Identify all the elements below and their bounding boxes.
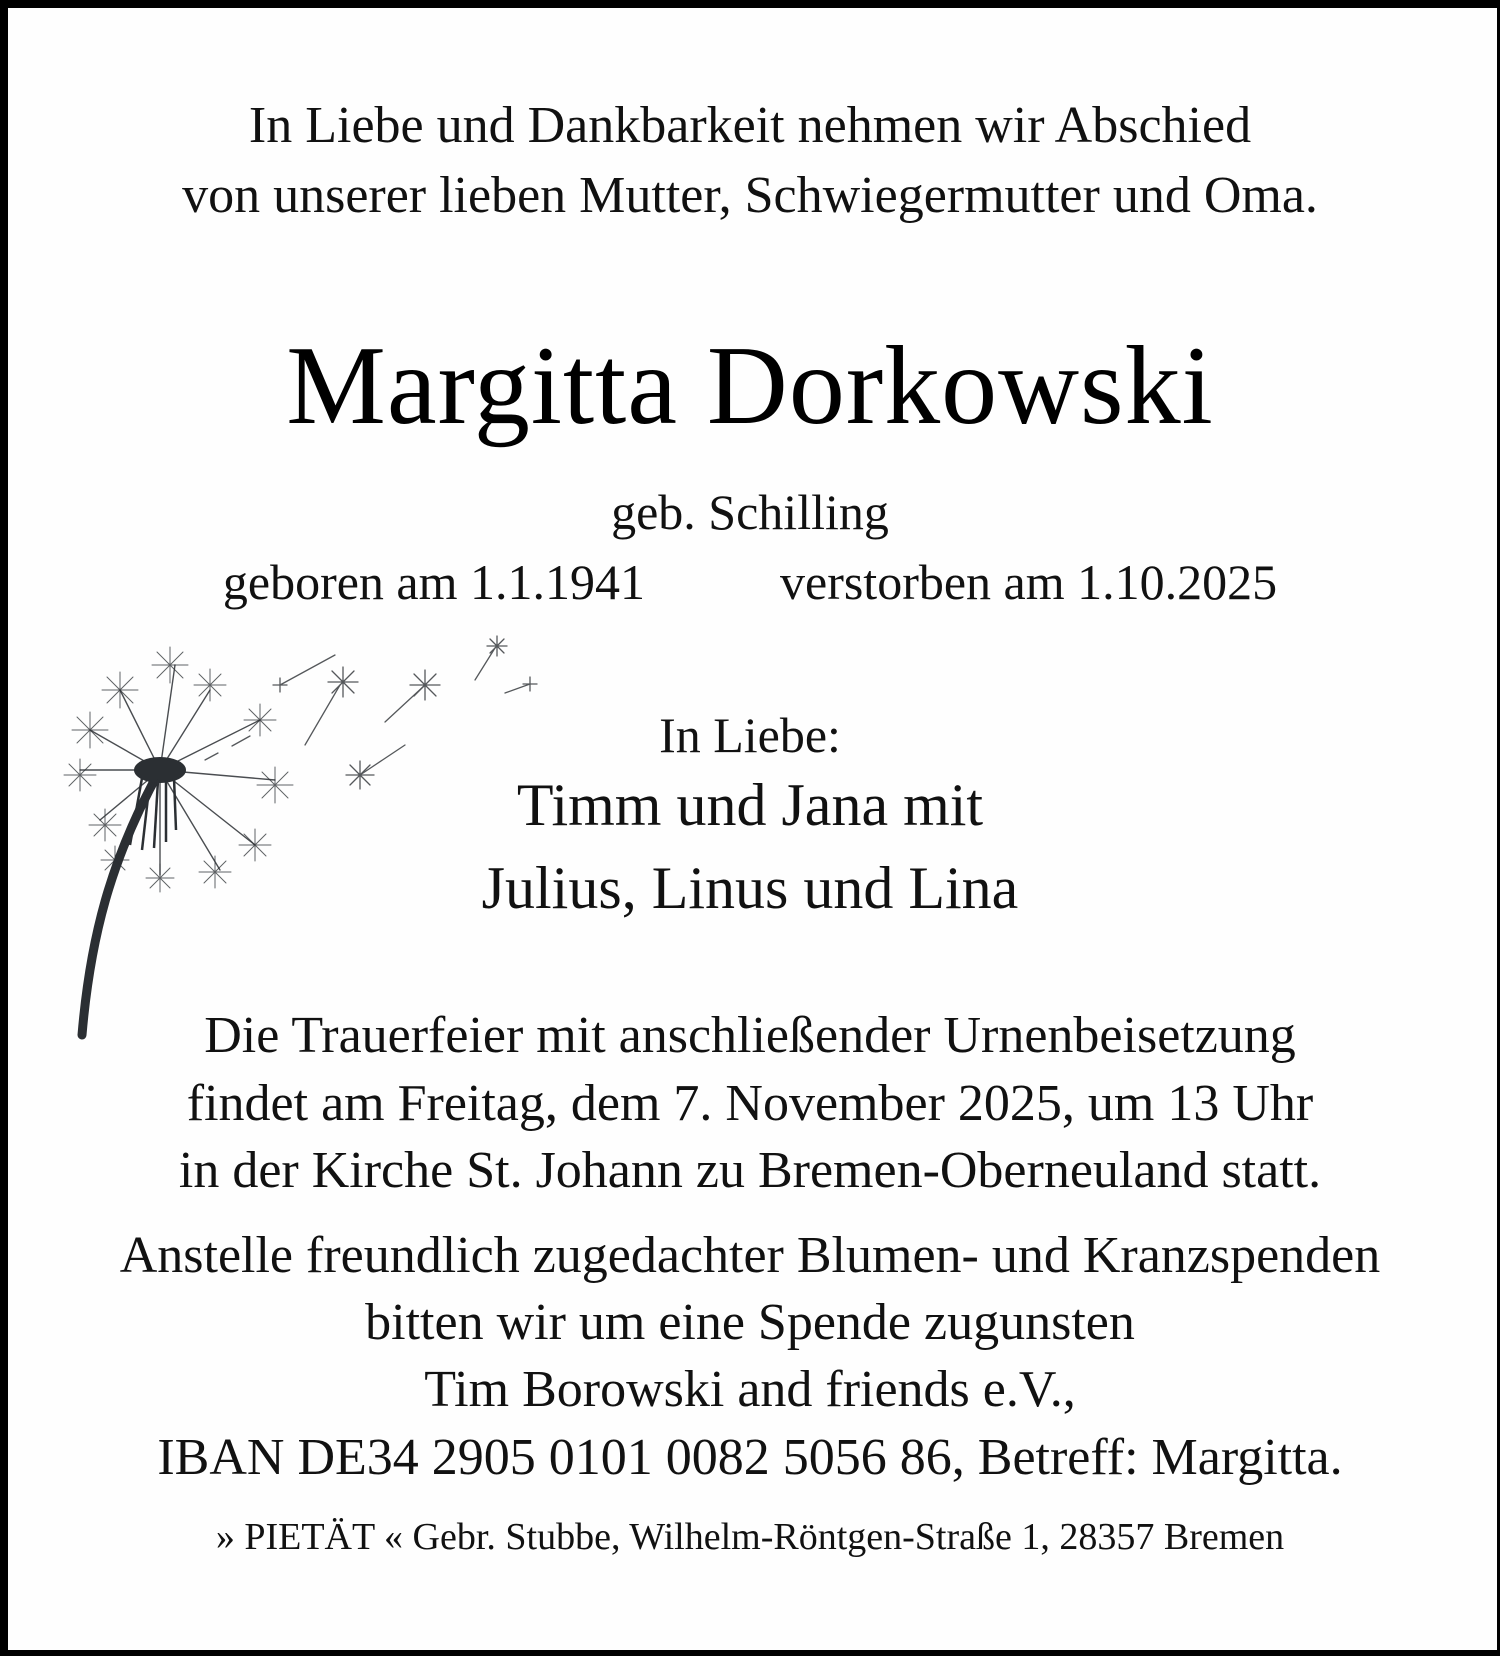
intro-line-2: von unserer lieben Mutter, Schwiegermutter und Oma. bbox=[182, 167, 1318, 224]
maiden-name: geb. Schilling bbox=[611, 484, 889, 540]
ceremony-line-2: findet am Freitag, dem 7. November 2025, um 13 Uhr bbox=[186, 1075, 1314, 1132]
funeral-home: » PIETÄT « Gebr. Stubbe, Wilhelm-Röntgen-Straße 1, 28357 Bremen bbox=[215, 1516, 1285, 1558]
mourners-line-1: Timm und Jana mit bbox=[516, 772, 984, 838]
donation-line-1: Anstelle freundlich zugedachter Blumen- und Kranzspenden bbox=[119, 1227, 1381, 1284]
ceremony-line-3: in der Kirche St. Johann zu Bremen-Oberneuland statt. bbox=[178, 1142, 1322, 1199]
donation-iban-line: IBAN DE34 2905 0101 0082 5056 86, Betreff: Margitta. bbox=[157, 1429, 1343, 1486]
mourners-label: In Liebe: bbox=[659, 707, 841, 763]
donation-line-2: bitten wir um eine Spende zugunsten bbox=[365, 1294, 1135, 1351]
ceremony-line-1: Die Trauerfeier mit anschließender Urnenbeisetzung bbox=[204, 1007, 1296, 1064]
deceased-name: Margitta Dorkowski bbox=[286, 324, 1214, 448]
birth-date: geboren am 1.1.1941 bbox=[222, 554, 645, 610]
intro-line-1: In Liebe und Dankbarkeit nehmen wir Abschied bbox=[248, 97, 1252, 154]
life-dates bbox=[0, 554, 1500, 610]
donation-line-3: Tim Borowski and friends e.V., bbox=[424, 1361, 1076, 1418]
death-date: verstorben am 1.10.2025 bbox=[780, 554, 1278, 610]
mourners-line-2: Julius, Linus und Lina bbox=[481, 855, 1019, 921]
